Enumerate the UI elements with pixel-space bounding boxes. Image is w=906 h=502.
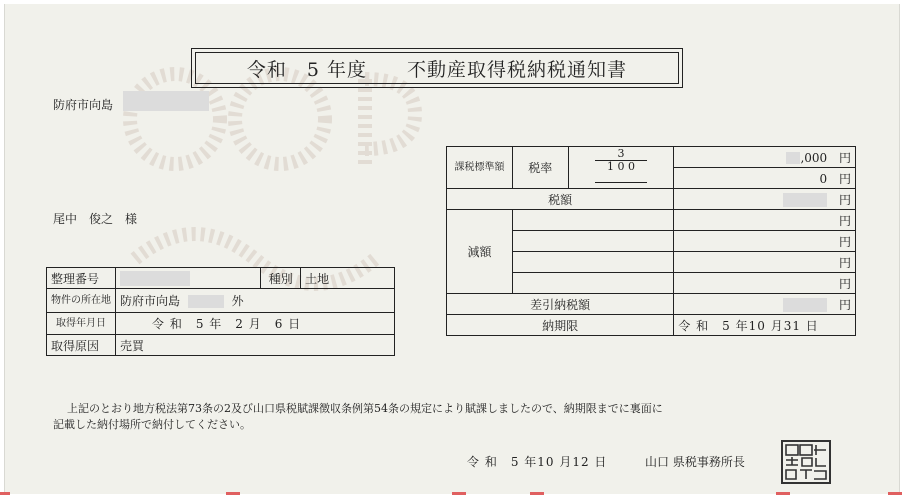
yen-unit: 円 — [838, 171, 851, 186]
acq-date-value: 令 和 5 年 2 月 6 日 — [116, 313, 395, 335]
notice-line-1: 上記のとおり地方税法第73条の2及び山口県税賦課徴収条例第54条の規定により賦課しましたので、納期限までに裏面に — [67, 402, 663, 415]
tax-table — [446, 146, 856, 336]
yen-unit: 円 — [838, 234, 851, 249]
reduction-amount-1 — [674, 210, 856, 231]
yen-unit: 円 — [838, 213, 851, 228]
edge-mark — [226, 492, 240, 495]
reduction-amount-3 — [674, 252, 856, 273]
base-amount-text: ,000 — [800, 150, 828, 165]
rate-numerator: 3 — [617, 147, 625, 160]
net-tax-redaction — [783, 298, 827, 312]
edge-mark — [888, 492, 902, 495]
base-label: 課税標準額 — [447, 147, 513, 189]
tax-amount — [674, 189, 856, 210]
rate-cell — [568, 147, 674, 189]
issue-date: 令 和 5 年10 月12 日 — [467, 455, 608, 469]
location-value: 防府市向島 — [120, 294, 181, 308]
ref-number-label: 整理番号 — [47, 268, 116, 289]
rate-blank-line — [595, 182, 648, 183]
location-redaction — [188, 295, 224, 308]
reduction-label: 減額 — [447, 210, 513, 294]
edge-mark — [530, 492, 544, 495]
base-amount — [674, 147, 856, 168]
notice-title: 令和 5 年度 不動産取得税納税通知書 — [195, 52, 679, 84]
reduction-row-2 — [512, 231, 673, 252]
base-amount-redaction — [786, 152, 800, 164]
seal-icon — [783, 442, 829, 482]
address-redaction — [123, 91, 209, 111]
rate-denominator: 1 0 0 — [595, 160, 648, 172]
type-label: 種別 — [261, 268, 301, 289]
issuer: 山口 県税事務所長 — [645, 455, 745, 469]
yen-unit: 円 — [838, 192, 851, 207]
rate-label: 税率 — [512, 147, 568, 189]
tax-amount-redaction — [783, 193, 827, 207]
location-suffix: 外 — [231, 294, 244, 308]
ref-number-value — [116, 268, 261, 289]
reduction-row-3 — [512, 252, 673, 273]
reduction-row-1 — [512, 210, 673, 231]
property-table — [46, 267, 395, 356]
zero-amount-text: 0 — [819, 171, 828, 186]
official-seal — [781, 440, 831, 484]
zero-amount — [674, 168, 856, 189]
reduction-amount-2 — [674, 231, 856, 252]
notice-line-2: 記載した納付場所で納付してください。 — [53, 418, 251, 431]
edge-mark — [0, 492, 10, 495]
net-tax-label: 差引納税額 — [447, 294, 674, 315]
edge-mark — [776, 492, 790, 495]
title-frame — [191, 48, 683, 88]
type-value: 土地 — [301, 268, 395, 289]
location-label: 物件の所在地 — [47, 289, 116, 313]
address: 防府市向島 — [53, 98, 114, 112]
yen-unit: 円 — [838, 150, 851, 165]
yen-unit: 円 — [838, 276, 851, 291]
reduction-row-4 — [512, 273, 673, 294]
acq-date-label: 取得年月日 — [47, 313, 116, 335]
location-cell — [116, 289, 395, 313]
net-tax-amount — [674, 294, 856, 315]
deadline-label: 納期限 — [447, 315, 674, 336]
recipient-name: 尾中 俊之 様 — [53, 212, 138, 226]
cause-label: 取得原因 — [47, 335, 116, 356]
deadline-value: 令 和 5 年10 月31 日 — [674, 315, 856, 336]
yen-unit: 円 — [838, 255, 851, 270]
edge-mark — [452, 492, 466, 495]
cause-value: 売買 — [116, 335, 395, 356]
background-print — [705, 34, 895, 114]
tax-label: 税額 — [447, 189, 674, 210]
reduction-amount-4 — [674, 273, 856, 294]
notice-sheet — [4, 4, 900, 494]
yen-unit: 円 — [838, 297, 851, 312]
